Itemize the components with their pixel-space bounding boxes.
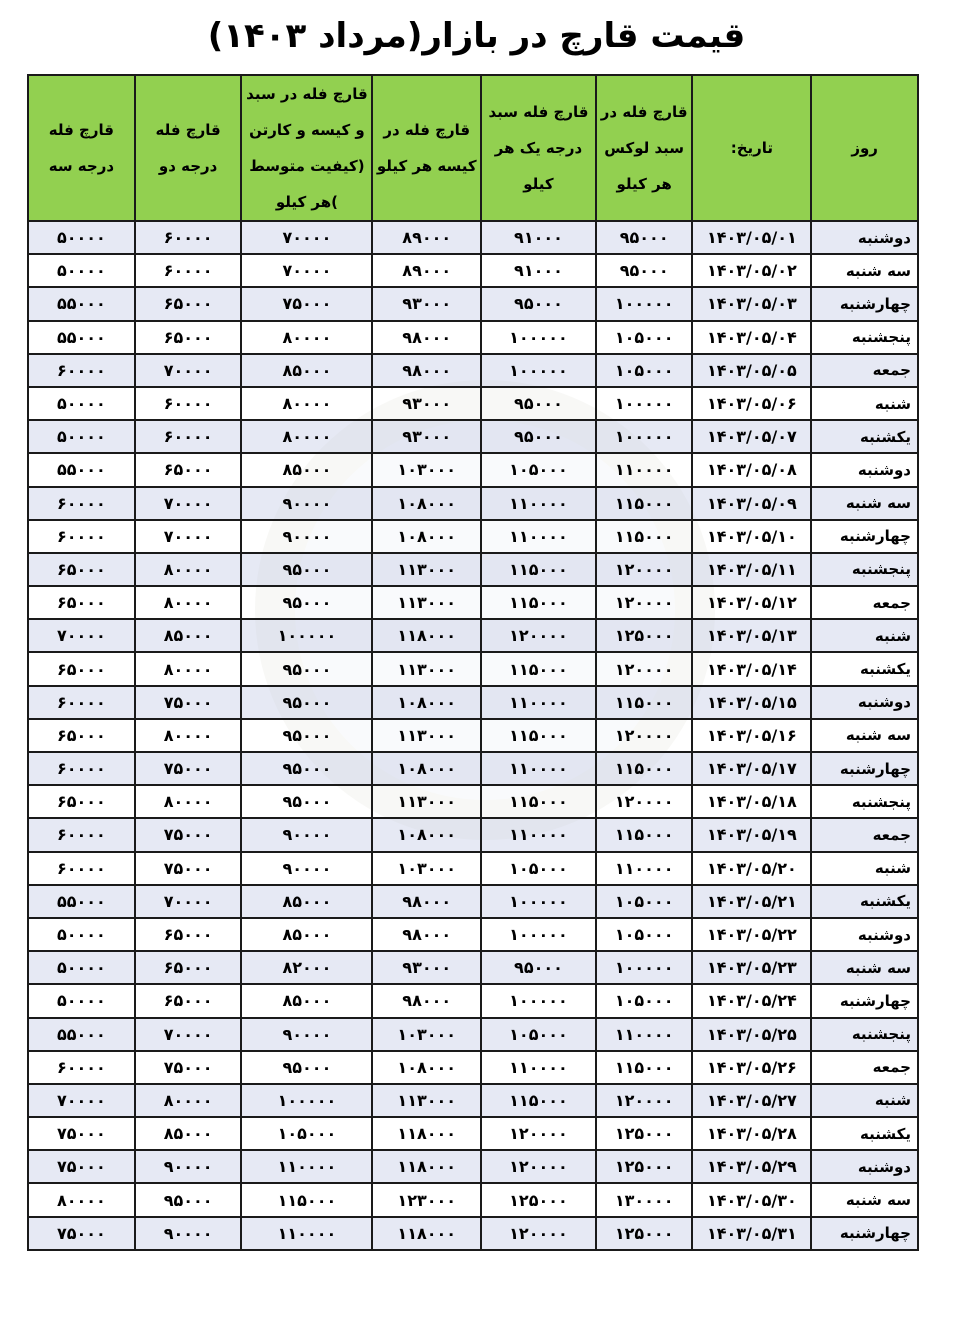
cell-grade3: ۵۰۰۰۰ [28, 387, 135, 420]
cell-bag: ۹۸۰۰۰ [372, 984, 481, 1017]
cell-lux-basket: ۱۱۵۰۰۰ [596, 686, 693, 719]
cell-grade3: ۵۰۰۰۰ [28, 254, 135, 287]
cell-date: ۱۴۰۳/۰۵/۲۹ [692, 1150, 811, 1183]
cell-lux-basket: ۱۰۵۰۰۰ [596, 885, 693, 918]
cell-bag: ۱۱۸۰۰۰ [372, 1217, 481, 1250]
cell-lux-basket: ۱۲۰۰۰۰ [596, 586, 693, 619]
table-row [28, 321, 918, 354]
table-row [28, 420, 918, 453]
cell-medium-quality: ۸۵۰۰۰ [241, 453, 372, 486]
header-grade3: قارچ فله درجه سه [28, 75, 135, 221]
cell-grade3: ۶۰۰۰۰ [28, 686, 135, 719]
table-row [28, 586, 918, 619]
cell-grade2: ۷۵۰۰۰ [135, 752, 242, 785]
table-row [28, 1051, 918, 1084]
cell-day: پنجشنبه [811, 1018, 918, 1051]
cell-grade3: ۶۰۰۰۰ [28, 520, 135, 553]
cell-bag: ۱۰۸۰۰۰ [372, 752, 481, 785]
cell-grade2: ۹۰۰۰۰ [135, 1150, 242, 1183]
cell-date: ۱۴۰۳/۰۵/۲۲ [692, 918, 811, 951]
cell-lux-basket: ۱۰۰۰۰۰ [596, 420, 693, 453]
cell-grade3: ۶۰۰۰۰ [28, 752, 135, 785]
cell-date: ۱۴۰۳/۰۵/۲۶ [692, 1051, 811, 1084]
cell-lux-basket: ۱۰۰۰۰۰ [596, 287, 693, 320]
cell-bag: ۹۳۰۰۰ [372, 420, 481, 453]
cell-day: سه شنبه [811, 951, 918, 984]
cell-medium-quality: ۸۵۰۰۰ [241, 918, 372, 951]
cell-bag: ۹۳۰۰۰ [372, 387, 481, 420]
cell-medium-quality: ۸۰۰۰۰ [241, 420, 372, 453]
header-medium-quality: قارچ فله در سبد و کیسه و کارتن (کیفیت متوسط )هر کیلو [241, 75, 372, 221]
cell-grade1-basket: ۱۱۰۰۰۰ [481, 520, 596, 553]
cell-day: سه شنبه [811, 487, 918, 520]
cell-date: ۱۴۰۳/۰۵/۲۵ [692, 1018, 811, 1051]
cell-day: سه شنبه [811, 719, 918, 752]
cell-lux-basket: ۱۲۰۰۰۰ [596, 553, 693, 586]
cell-grade1-basket: ۱۱۰۰۰۰ [481, 686, 596, 719]
cell-medium-quality: ۹۵۰۰۰ [241, 553, 372, 586]
cell-date: ۱۴۰۳/۰۵/۰۳ [692, 287, 811, 320]
cell-medium-quality: ۱۰۰۰۰۰ [241, 619, 372, 652]
cell-grade3: ۶۵۰۰۰ [28, 719, 135, 752]
cell-grade2: ۸۰۰۰۰ [135, 652, 242, 685]
cell-day: دوشنبه [811, 453, 918, 486]
cell-grade3: ۵۰۰۰۰ [28, 420, 135, 453]
cell-bag: ۱۱۳۰۰۰ [372, 719, 481, 752]
cell-grade3: ۷۵۰۰۰ [28, 1217, 135, 1250]
cell-grade1-basket: ۱۰۵۰۰۰ [481, 453, 596, 486]
cell-date: ۱۴۰۳/۰۵/۰۵ [692, 354, 811, 387]
cell-medium-quality: ۹۵۰۰۰ [241, 586, 372, 619]
cell-medium-quality: ۹۰۰۰۰ [241, 818, 372, 851]
cell-date: ۱۴۰۳/۰۵/۱۰ [692, 520, 811, 553]
cell-lux-basket: ۱۰۵۰۰۰ [596, 354, 693, 387]
cell-grade2: ۶۵۰۰۰ [135, 984, 242, 1017]
cell-grade1-basket: ۱۲۰۰۰۰ [481, 1117, 596, 1150]
cell-medium-quality: ۹۵۰۰۰ [241, 652, 372, 685]
header-grade1-basket: قارچ فله سبد درجه یک هر کیلو [481, 75, 596, 221]
cell-grade3: ۵۵۰۰۰ [28, 453, 135, 486]
cell-day: شنبه [811, 852, 918, 885]
cell-grade3: ۶۰۰۰۰ [28, 852, 135, 885]
page-title: قیمت قارچ در بازار(مرداد ۱۴۰۳) [207, 16, 746, 56]
cell-date: ۱۴۰۳/۰۵/۲۱ [692, 885, 811, 918]
cell-grade2: ۸۰۰۰۰ [135, 553, 242, 586]
cell-day: چهارشنبه [811, 984, 918, 1017]
cell-grade2: ۸۵۰۰۰ [135, 619, 242, 652]
cell-grade2: ۸۰۰۰۰ [135, 719, 242, 752]
cell-date: ۱۴۰۳/۰۵/۲۸ [692, 1117, 811, 1150]
cell-medium-quality: ۱۱۰۰۰۰ [241, 1150, 372, 1183]
cell-lux-basket: ۱۳۰۰۰۰ [596, 1183, 693, 1216]
cell-day: پنجشنبه [811, 785, 918, 818]
table-row [28, 553, 918, 586]
cell-grade2: ۷۵۰۰۰ [135, 1051, 242, 1084]
cell-grade2: ۹۵۰۰۰ [135, 1183, 242, 1216]
table-row [28, 652, 918, 685]
cell-day: دوشنبه [811, 918, 918, 951]
cell-day: شنبه [811, 619, 918, 652]
table-row [28, 1183, 918, 1216]
cell-date: ۱۴۰۳/۰۵/۰۸ [692, 453, 811, 486]
cell-grade2: ۷۵۰۰۰ [135, 852, 242, 885]
header-row [28, 75, 918, 221]
cell-grade1-basket: ۱۲۵۰۰۰ [481, 1183, 596, 1216]
cell-grade2: ۸۰۰۰۰ [135, 1084, 242, 1117]
table-row [28, 984, 918, 1017]
cell-bag: ۱۱۸۰۰۰ [372, 619, 481, 652]
cell-day: چهارشنبه [811, 287, 918, 320]
cell-grade1-basket: ۱۰۰۰۰۰ [481, 918, 596, 951]
table-row [28, 1117, 918, 1150]
cell-grade3: ۶۰۰۰۰ [28, 487, 135, 520]
cell-medium-quality: ۸۰۰۰۰ [241, 387, 372, 420]
cell-date: ۱۴۰۳/۰۵/۲۰ [692, 852, 811, 885]
cell-grade1-basket: ۱۲۰۰۰۰ [481, 1150, 596, 1183]
cell-lux-basket: ۱۰۵۰۰۰ [596, 984, 693, 1017]
cell-day: جمعه [811, 354, 918, 387]
cell-date: ۱۴۰۳/۰۵/۱۶ [692, 719, 811, 752]
cell-date: ۱۴۰۳/۰۵/۱۵ [692, 686, 811, 719]
table-row [28, 1217, 918, 1250]
cell-medium-quality: ۱۰۵۰۰۰ [241, 1117, 372, 1150]
cell-day: دوشنبه [811, 1150, 918, 1183]
cell-date: ۱۴۰۳/۰۵/۰۷ [692, 420, 811, 453]
cell-bag: ۱۱۳۰۰۰ [372, 652, 481, 685]
cell-medium-quality: ۹۵۰۰۰ [241, 752, 372, 785]
cell-lux-basket: ۱۲۰۰۰۰ [596, 719, 693, 752]
cell-medium-quality: ۱۰۰۰۰۰ [241, 1084, 372, 1117]
cell-bag: ۱۰۸۰۰۰ [372, 1051, 481, 1084]
cell-lux-basket: ۱۱۵۰۰۰ [596, 1051, 693, 1084]
cell-date: ۱۴۰۳/۰۵/۱۴ [692, 652, 811, 685]
cell-medium-quality: ۱۱۵۰۰۰ [241, 1183, 372, 1216]
cell-medium-quality: ۸۵۰۰۰ [241, 354, 372, 387]
cell-lux-basket: ۱۲۵۰۰۰ [596, 619, 693, 652]
cell-lux-basket: ۱۲۰۰۰۰ [596, 785, 693, 818]
cell-bag: ۱۱۸۰۰۰ [372, 1117, 481, 1150]
cell-date: ۱۴۰۳/۰۵/۲۷ [692, 1084, 811, 1117]
cell-grade1-basket: ۱۲۰۰۰۰ [481, 619, 596, 652]
cell-grade3: ۵۰۰۰۰ [28, 918, 135, 951]
cell-medium-quality: ۷۵۰۰۰ [241, 287, 372, 320]
cell-grade1-basket: ۱۱۵۰۰۰ [481, 1084, 596, 1117]
cell-date: ۱۴۰۳/۰۵/۳۱ [692, 1217, 811, 1250]
table-row [28, 1084, 918, 1117]
cell-grade1-basket: ۱۱۵۰۰۰ [481, 785, 596, 818]
cell-grade2: ۶۰۰۰۰ [135, 221, 242, 254]
cell-date: ۱۴۰۳/۰۵/۰۲ [692, 254, 811, 287]
cell-grade3: ۷۵۰۰۰ [28, 1150, 135, 1183]
cell-grade1-basket: ۹۵۰۰۰ [481, 951, 596, 984]
cell-grade1-basket: ۹۱۰۰۰ [481, 254, 596, 287]
cell-grade2: ۷۵۰۰۰ [135, 686, 242, 719]
cell-lux-basket: ۱۱۵۰۰۰ [596, 818, 693, 851]
cell-medium-quality: ۷۰۰۰۰ [241, 254, 372, 287]
cell-grade3: ۵۰۰۰۰ [28, 221, 135, 254]
cell-lux-basket: ۱۰۰۰۰۰ [596, 951, 693, 984]
cell-grade2: ۶۵۰۰۰ [135, 287, 242, 320]
cell-day: پنجشنبه [811, 321, 918, 354]
cell-medium-quality: ۹۵۰۰۰ [241, 785, 372, 818]
cell-date: ۱۴۰۳/۰۵/۰۱ [692, 221, 811, 254]
cell-grade1-basket: ۱۱۵۰۰۰ [481, 719, 596, 752]
cell-grade1-basket: ۱۰۵۰۰۰ [481, 1018, 596, 1051]
cell-bag: ۹۸۰۰۰ [372, 354, 481, 387]
cell-medium-quality: ۹۰۰۰۰ [241, 487, 372, 520]
cell-grade3: ۸۰۰۰۰ [28, 1183, 135, 1216]
table-row [28, 719, 918, 752]
cell-grade1-basket: ۱۱۰۰۰۰ [481, 487, 596, 520]
cell-grade1-basket: ۹۵۰۰۰ [481, 420, 596, 453]
cell-grade2: ۶۰۰۰۰ [135, 420, 242, 453]
cell-lux-basket: ۱۱۵۰۰۰ [596, 487, 693, 520]
cell-day: دوشنبه [811, 221, 918, 254]
cell-date: ۱۴۰۳/۰۵/۰۶ [692, 387, 811, 420]
cell-grade3: ۵۵۰۰۰ [28, 1018, 135, 1051]
cell-bag: ۹۸۰۰۰ [372, 321, 481, 354]
cell-bag: ۹۳۰۰۰ [372, 287, 481, 320]
cell-bag: ۹۸۰۰۰ [372, 885, 481, 918]
cell-day: سه شنبه [811, 1183, 918, 1216]
table-row [28, 885, 918, 918]
cell-grade1-basket: ۹۵۰۰۰ [481, 287, 596, 320]
cell-grade1-basket: ۱۱۰۰۰۰ [481, 1051, 596, 1084]
header-date: تاریخ: [692, 75, 811, 221]
cell-grade3: ۶۵۰۰۰ [28, 785, 135, 818]
cell-bag: ۸۹۰۰۰ [372, 254, 481, 287]
cell-lux-basket: ۱۰۵۰۰۰ [596, 918, 693, 951]
cell-bag: ۱۰۸۰۰۰ [372, 818, 481, 851]
cell-day: شنبه [811, 1084, 918, 1117]
cell-date: ۱۴۰۳/۰۵/۱۲ [692, 586, 811, 619]
table-header [28, 75, 918, 221]
cell-medium-quality: ۸۵۰۰۰ [241, 984, 372, 1017]
cell-grade2: ۷۰۰۰۰ [135, 885, 242, 918]
cell-grade3: ۶۰۰۰۰ [28, 818, 135, 851]
table-row [28, 852, 918, 885]
cell-medium-quality: ۹۰۰۰۰ [241, 852, 372, 885]
cell-grade1-basket: ۱۰۰۰۰۰ [481, 885, 596, 918]
cell-grade2: ۷۵۰۰۰ [135, 818, 242, 851]
table-row [28, 254, 918, 287]
cell-bag: ۱۱۳۰۰۰ [372, 586, 481, 619]
cell-date: ۱۴۰۳/۰۵/۳۰ [692, 1183, 811, 1216]
cell-lux-basket: ۹۵۰۰۰ [596, 221, 693, 254]
cell-date: ۱۴۰۳/۰۵/۱۸ [692, 785, 811, 818]
cell-grade1-basket: ۹۵۰۰۰ [481, 387, 596, 420]
cell-lux-basket: ۱۲۵۰۰۰ [596, 1150, 693, 1183]
cell-lux-basket: ۱۱۵۰۰۰ [596, 752, 693, 785]
cell-medium-quality: ۷۰۰۰۰ [241, 221, 372, 254]
cell-medium-quality: ۸۰۰۰۰ [241, 321, 372, 354]
cell-grade1-basket: ۱۱۰۰۰۰ [481, 752, 596, 785]
cell-bag: ۱۱۳۰۰۰ [372, 553, 481, 586]
cell-grade3: ۶۵۰۰۰ [28, 652, 135, 685]
price-table [27, 74, 919, 1251]
cell-day: چهارشنبه [811, 520, 918, 553]
cell-grade2: ۶۵۰۰۰ [135, 918, 242, 951]
table-row [28, 818, 918, 851]
cell-grade3: ۵۵۰۰۰ [28, 287, 135, 320]
cell-day: چهارشنبه [811, 752, 918, 785]
cell-grade2: ۶۰۰۰۰ [135, 254, 242, 287]
cell-bag: ۱۱۳۰۰۰ [372, 1084, 481, 1117]
cell-date: ۱۴۰۳/۰۵/۲۳ [692, 951, 811, 984]
cell-lux-basket: ۹۵۰۰۰ [596, 254, 693, 287]
table-row [28, 520, 918, 553]
cell-date: ۱۴۰۳/۰۵/۰۴ [692, 321, 811, 354]
table-row [28, 354, 918, 387]
header-bag: قارچ فله در کیسه هر کیلو [372, 75, 481, 221]
cell-grade1-basket: ۱۰۰۰۰۰ [481, 354, 596, 387]
cell-grade3: ۵۰۰۰۰ [28, 951, 135, 984]
cell-grade1-basket: ۱۰۰۰۰۰ [481, 321, 596, 354]
table-row [28, 619, 918, 652]
cell-medium-quality: ۹۵۰۰۰ [241, 719, 372, 752]
cell-medium-quality: ۸۲۰۰۰ [241, 951, 372, 984]
cell-grade1-basket: ۱۲۰۰۰۰ [481, 1217, 596, 1250]
table-body [28, 221, 918, 1250]
cell-grade2: ۶۵۰۰۰ [135, 453, 242, 486]
cell-grade1-basket: ۹۱۰۰۰ [481, 221, 596, 254]
cell-bag: ۹۳۰۰۰ [372, 951, 481, 984]
table-row [28, 686, 918, 719]
cell-day: چهارشنبه [811, 1217, 918, 1250]
cell-day: سه شنبه [811, 254, 918, 287]
cell-medium-quality: ۹۰۰۰۰ [241, 1018, 372, 1051]
cell-medium-quality: ۹۰۰۰۰ [241, 520, 372, 553]
cell-bag: ۸۹۰۰۰ [372, 221, 481, 254]
cell-grade2: ۷۰۰۰۰ [135, 520, 242, 553]
table-row [28, 918, 918, 951]
cell-day: شنبه [811, 387, 918, 420]
cell-lux-basket: ۱۲۵۰۰۰ [596, 1117, 693, 1150]
cell-date: ۱۴۰۳/۰۵/۱۷ [692, 752, 811, 785]
cell-lux-basket: ۱۲۰۰۰۰ [596, 1084, 693, 1117]
cell-lux-basket: ۱۰۰۰۰۰ [596, 387, 693, 420]
cell-grade1-basket: ۱۱۵۰۰۰ [481, 586, 596, 619]
cell-grade2: ۶۵۰۰۰ [135, 951, 242, 984]
cell-grade3: ۶۰۰۰۰ [28, 1051, 135, 1084]
cell-grade3: ۵۵۰۰۰ [28, 321, 135, 354]
cell-grade1-basket: ۱۰۰۰۰۰ [481, 984, 596, 1017]
table-row [28, 1018, 918, 1051]
cell-bag: ۱۰۳۰۰۰ [372, 852, 481, 885]
cell-grade3: ۶۵۰۰۰ [28, 553, 135, 586]
cell-day: یکشنبه [811, 885, 918, 918]
cell-bag: ۱۰۳۰۰۰ [372, 453, 481, 486]
cell-lux-basket: ۱۱۵۰۰۰ [596, 520, 693, 553]
cell-bag: ۱۰۸۰۰۰ [372, 686, 481, 719]
cell-grade1-basket: ۱۱۵۰۰۰ [481, 652, 596, 685]
cell-bag: ۱۰۸۰۰۰ [372, 520, 481, 553]
cell-bag: ۱۱۸۰۰۰ [372, 1150, 481, 1183]
cell-grade2: ۸۵۰۰۰ [135, 1117, 242, 1150]
cell-lux-basket: ۱۱۰۰۰۰ [596, 453, 693, 486]
table-row [28, 752, 918, 785]
cell-date: ۱۴۰۳/۰۵/۱۹ [692, 818, 811, 851]
cell-day: پنجشنبه [811, 553, 918, 586]
cell-grade1-basket: ۱۰۵۰۰۰ [481, 852, 596, 885]
cell-lux-basket: ۱۰۵۰۰۰ [596, 321, 693, 354]
table-row [28, 951, 918, 984]
cell-lux-basket: ۱۱۰۰۰۰ [596, 1018, 693, 1051]
table-row [28, 387, 918, 420]
cell-grade2: ۹۰۰۰۰ [135, 1217, 242, 1250]
cell-bag: ۱۰۳۰۰۰ [372, 1018, 481, 1051]
header-grade2: قارچ فله درجه دو [135, 75, 242, 221]
table-row [28, 1150, 918, 1183]
cell-day: دوشنبه [811, 686, 918, 719]
cell-medium-quality: ۸۵۰۰۰ [241, 885, 372, 918]
cell-lux-basket: ۱۱۰۰۰۰ [596, 852, 693, 885]
table-row [28, 487, 918, 520]
cell-day: جمعه [811, 818, 918, 851]
cell-day: جمعه [811, 586, 918, 619]
header-lux-basket: قارچ فله در سبد لوکس هر کیلو [596, 75, 693, 221]
cell-grade3: ۷۰۰۰۰ [28, 619, 135, 652]
cell-date: ۱۴۰۳/۰۵/۲۴ [692, 984, 811, 1017]
cell-grade2: ۷۰۰۰۰ [135, 354, 242, 387]
cell-grade3: ۵۵۰۰۰ [28, 885, 135, 918]
table-row [28, 221, 918, 254]
table-row [28, 453, 918, 486]
cell-medium-quality: ۹۵۰۰۰ [241, 686, 372, 719]
cell-date: ۱۴۰۳/۰۵/۰۹ [692, 487, 811, 520]
cell-date: ۱۴۰۳/۰۵/۱۳ [692, 619, 811, 652]
cell-grade3: ۶۰۰۰۰ [28, 354, 135, 387]
cell-grade2: ۸۰۰۰۰ [135, 785, 242, 818]
cell-grade3: ۶۵۰۰۰ [28, 586, 135, 619]
cell-bag: ۱۲۳۰۰۰ [372, 1183, 481, 1216]
cell-day: یکشنبه [811, 1117, 918, 1150]
cell-bag: ۹۸۰۰۰ [372, 918, 481, 951]
table-row [28, 287, 918, 320]
table-row [28, 785, 918, 818]
cell-grade3: ۵۰۰۰۰ [28, 984, 135, 1017]
cell-grade2: ۷۰۰۰۰ [135, 487, 242, 520]
cell-bag: ۱۰۸۰۰۰ [372, 487, 481, 520]
cell-grade2: ۶۰۰۰۰ [135, 387, 242, 420]
cell-grade1-basket: ۱۱۵۰۰۰ [481, 553, 596, 586]
cell-medium-quality: ۹۵۰۰۰ [241, 1051, 372, 1084]
cell-grade2: ۶۵۰۰۰ [135, 321, 242, 354]
cell-grade2: ۸۰۰۰۰ [135, 586, 242, 619]
cell-lux-basket: ۱۲۰۰۰۰ [596, 652, 693, 685]
header-day: روز [811, 75, 918, 221]
cell-lux-basket: ۱۲۵۰۰۰ [596, 1217, 693, 1250]
cell-date: ۱۴۰۳/۰۵/۱۱ [692, 553, 811, 586]
cell-medium-quality: ۱۱۰۰۰۰ [241, 1217, 372, 1250]
cell-grade3: ۷۵۰۰۰ [28, 1117, 135, 1150]
cell-day: جمعه [811, 1051, 918, 1084]
cell-grade1-basket: ۱۱۰۰۰۰ [481, 818, 596, 851]
cell-day: یکشنبه [811, 652, 918, 685]
cell-grade2: ۷۰۰۰۰ [135, 1018, 242, 1051]
cell-day: یکشنبه [811, 420, 918, 453]
cell-grade3: ۷۰۰۰۰ [28, 1084, 135, 1117]
cell-bag: ۱۱۳۰۰۰ [372, 785, 481, 818]
